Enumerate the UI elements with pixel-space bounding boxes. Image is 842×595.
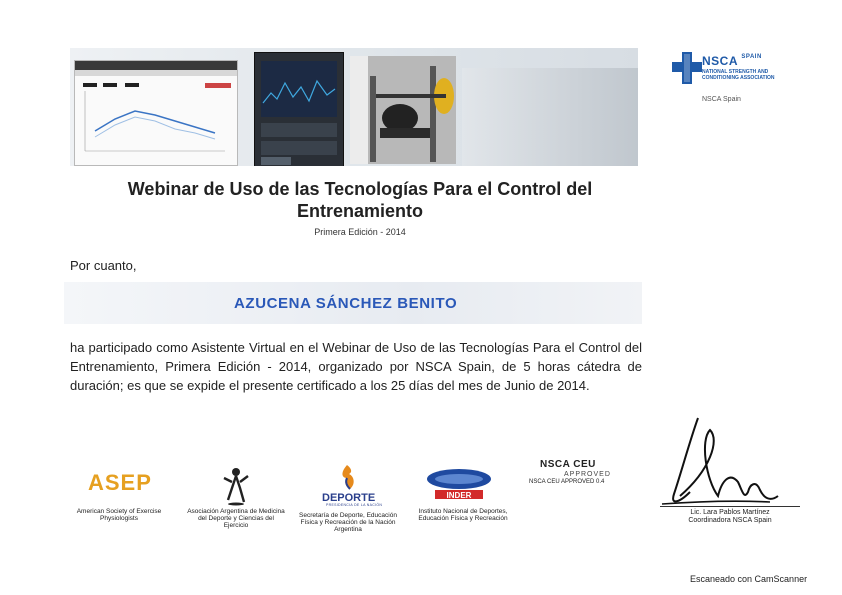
- signatory-name: Lic. Lara Pablos Martínez: [690, 509, 770, 516]
- nsca-wordmark: NSCA $^{SPAIN}$: [702, 54, 762, 68]
- nsca-caption: NSCA Spain: [702, 96, 741, 103]
- signature-line: [660, 506, 800, 507]
- inder-logo: [425, 468, 493, 500]
- faded-photo-image: [462, 68, 638, 166]
- org-name-deporte: Secretaría de Deporte, Educación Física y Recreación de la Nación Argentina: [299, 512, 397, 533]
- certificate-body: ha participado como Asistente Virtual en el Webinar de Uso de las Tecnologías Para el Control del Entrenamiento, Primera Edición - 2014, organizado por NSCA Spain, de 5 horas cátedra de duración; es que se expide el presente certificado a los 25 días del mes de Junio de 2014.: [70, 340, 642, 393]
- org-name-inder: Instituto Nacional de Deportes, Educación Física y Recreación: [418, 508, 508, 522]
- scanner-watermark: Escaneado con CamScanner: [690, 574, 808, 584]
- nsca-subtitle: NATIONAL STRENGTH AND CONDITIONING ASSOCIATION: [702, 69, 775, 81]
- recipient-name: AZUCENA SÁNCHEZ BENITO: [234, 295, 458, 312]
- org-name-asep: American Society of Exercise Physiologists: [76, 508, 162, 522]
- org-name-aamd: Asociación Argentina de Medicina del Deporte y Ciencias del Ejercicio: [187, 508, 285, 529]
- signatory-role: Coordinadora NSCA Spain: [688, 517, 772, 524]
- certificate-edition: Primera Edición - 2014: [314, 227, 406, 237]
- ceu-heading: NSCA CEU: [540, 459, 596, 470]
- flame-icon: [336, 464, 358, 490]
- nsca-spain-logo: [672, 52, 792, 112]
- ceu-detail: NSCA CEU APPROVED 0.4: [529, 479, 605, 485]
- header-banner: [70, 48, 638, 166]
- device-screen-image: [254, 52, 344, 166]
- certificate-title: Webinar de Uso de las Tecnologías Para el Control del Entrenamiento: [127, 179, 593, 221]
- asep-logo: ASEP: [88, 470, 152, 495]
- signatory: [650, 509, 810, 525]
- handwritten-signature: [660, 410, 800, 520]
- salutation: Por cuanto,: [70, 258, 137, 273]
- deporte-tagline: PRESIDENCIA DE LA NACIÓN: [326, 503, 383, 507]
- athlete-figure-icon: [222, 466, 250, 506]
- ceu-status: APPROVED: [564, 471, 611, 478]
- nsca-cross-icon: [672, 52, 702, 84]
- athlete-photo-image: [350, 56, 456, 164]
- deporte-logo: DEPORTE: [322, 492, 376, 504]
- inder-wordmark: INDER: [446, 491, 472, 500]
- software-screenshot-image: [74, 60, 238, 166]
